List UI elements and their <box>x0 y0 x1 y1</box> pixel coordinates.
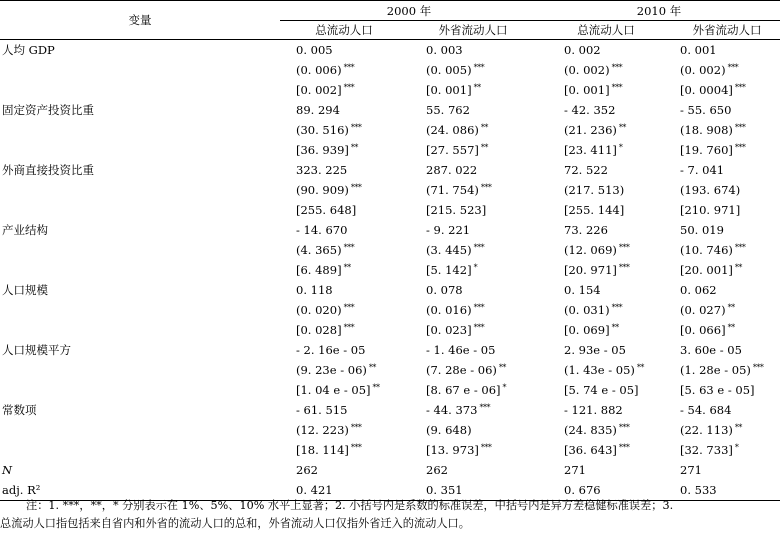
cell-value: 73. 226 <box>564 223 608 237</box>
table-cell <box>538 260 674 280</box>
cell-value: (9. 23e - 06) <box>296 363 367 377</box>
table-cell <box>280 100 408 120</box>
significance-stars: * <box>473 263 478 272</box>
significance-stars: *** <box>350 123 362 132</box>
cell-value: (10. 746) <box>680 243 733 257</box>
significance-stars: *** <box>350 443 362 452</box>
table-row <box>0 240 780 260</box>
table-cell <box>408 220 538 240</box>
table-cell <box>280 140 408 160</box>
cell-value: (1. 43e - 05) <box>564 363 635 377</box>
cell-value: (217. 513) <box>564 183 625 197</box>
significance-stars: *** <box>479 403 490 412</box>
table-row <box>0 340 780 360</box>
table-header-years <box>0 1 780 21</box>
cell-value: - 9. 221 <box>426 223 471 237</box>
table-cell <box>538 80 674 100</box>
significance-stars: * <box>734 443 739 452</box>
table-cell <box>674 260 780 280</box>
cell-value: (193. 674) <box>680 183 741 197</box>
cell-value: [255. 144] <box>564 203 625 217</box>
table-cell <box>280 440 408 460</box>
cell-value: [0. 001] <box>426 83 472 97</box>
cell-value: 271 <box>564 463 586 477</box>
row-label <box>0 360 280 380</box>
table-cell <box>674 420 780 440</box>
table-cell <box>280 40 408 61</box>
cell-value: [20. 971] <box>564 263 617 277</box>
table-cell <box>408 380 538 400</box>
row-label: 外商直接投资比重 <box>2 163 94 177</box>
table-row <box>0 60 780 80</box>
col-header-2000-outprov: 外省流动人口 <box>408 21 538 40</box>
table-cell <box>280 200 408 220</box>
cell-value: [20. 001] <box>680 263 733 277</box>
table-row <box>0 300 780 320</box>
cell-value: [23. 411] <box>564 143 617 157</box>
cell-value: 271 <box>680 463 702 477</box>
table-row <box>0 140 780 160</box>
significance-stars: *** <box>350 423 362 432</box>
table-cell <box>408 280 538 300</box>
cell-value: (24. 835) <box>564 423 617 437</box>
table-cell <box>280 360 408 380</box>
significance-stars: *** <box>618 443 630 452</box>
table-cell <box>538 360 674 380</box>
table-cell <box>538 420 674 440</box>
table-cell <box>674 100 780 120</box>
table-cell <box>538 100 674 120</box>
cell-value: (0. 031) <box>564 303 610 317</box>
cell-value: 262 <box>296 463 318 477</box>
significance-stars: *** <box>343 83 355 92</box>
cell-value: [210. 971] <box>680 203 741 217</box>
cell-value: 323. 225 <box>296 163 348 177</box>
table-cell <box>408 200 538 220</box>
table-cell <box>408 440 538 460</box>
table-cell <box>408 40 538 61</box>
significance-stars: ** <box>636 363 644 372</box>
row-label <box>0 120 280 140</box>
table-cell <box>408 100 538 120</box>
significance-stars: ** <box>734 423 742 432</box>
row-label <box>0 180 280 200</box>
table-cell <box>280 300 408 320</box>
cell-value: 0. 421 <box>296 483 333 497</box>
table-cell <box>408 400 538 420</box>
cell-value: - 14. 670 <box>296 223 348 237</box>
col-header-2010-total: 总流动人口 <box>538 21 674 40</box>
table-row <box>0 180 780 200</box>
table-cell <box>538 340 674 360</box>
table-cell <box>538 460 674 480</box>
cell-value: [36. 643] <box>564 443 617 457</box>
cell-value: [32. 733] <box>680 443 733 457</box>
table-cell <box>280 180 408 200</box>
significance-stars: *** <box>734 143 746 152</box>
table-cell <box>674 120 780 140</box>
table-row <box>0 280 780 300</box>
table-row <box>0 420 780 440</box>
table-row <box>0 320 780 340</box>
table-cell <box>280 460 408 480</box>
cell-value: (12. 223) <box>296 423 349 437</box>
table-cell <box>674 360 780 380</box>
significance-stars: ** <box>473 83 481 92</box>
row-label: 产业结构 <box>2 223 48 237</box>
row-label <box>0 140 280 160</box>
cell-value: [1. 04 e - 05] <box>296 383 371 397</box>
table-cell <box>674 440 780 460</box>
table-cell <box>408 260 538 280</box>
cell-value: - 2. 16e - 05 <box>296 343 366 357</box>
table-cell <box>280 240 408 260</box>
table-cell <box>674 160 780 180</box>
table-cell <box>280 60 408 80</box>
table-cell <box>674 220 780 240</box>
variable-header: 变量 <box>0 1 280 40</box>
table-cell <box>538 320 674 340</box>
row-label <box>0 380 280 400</box>
row-label <box>0 200 280 220</box>
table-cell <box>538 280 674 300</box>
significance-stars: *** <box>473 323 485 332</box>
row-label <box>0 260 280 280</box>
table-cell <box>408 60 538 80</box>
significance-stars: ** <box>480 123 488 132</box>
table-row <box>0 80 780 100</box>
table-row <box>0 260 780 280</box>
table-cell <box>674 180 780 200</box>
cell-value: (24. 086) <box>426 123 479 137</box>
table-cell <box>674 240 780 260</box>
row-label <box>0 60 280 80</box>
cell-value: 89. 294 <box>296 103 340 117</box>
cell-value: [215. 523] <box>426 203 487 217</box>
table-cell <box>280 260 408 280</box>
table-cell <box>408 300 538 320</box>
note-line-1: 注：1. ***，**，* 分别表示在 1%、5%、10% 水平上显著；2. 小括号内是系数的标准误差，中括号内是异方差稳健标准误差；3. <box>26 499 674 512</box>
table-cell <box>280 400 408 420</box>
table-row <box>0 200 780 220</box>
significance-stars: *** <box>480 183 492 192</box>
cell-value: (0. 016) <box>426 303 472 317</box>
significance-stars: * <box>618 143 623 152</box>
cell-value: [5. 63 e - 05] <box>680 383 755 397</box>
cell-value: (4. 365) <box>296 243 342 257</box>
table-cell <box>280 80 408 100</box>
significance-stars: ** <box>727 323 735 332</box>
table-row <box>0 440 780 460</box>
table-cell <box>674 140 780 160</box>
cell-value: (18. 908) <box>680 123 733 137</box>
cell-value: [0. 028] <box>296 323 342 337</box>
significance-stars: ** <box>618 123 626 132</box>
row-label: 人均 GDP <box>2 43 55 57</box>
cell-value: - 61. 515 <box>296 403 348 417</box>
table-cell <box>408 180 538 200</box>
col-header-2000-total: 总流动人口 <box>280 21 408 40</box>
cell-value: 0. 005 <box>296 43 333 57</box>
note-line-2: 总流动人口指包括来自省内和外省的流动人口的总和，外省流动人口仅指外省迁入的流动人口。 <box>0 517 470 530</box>
table-cell <box>280 220 408 240</box>
row-label: 常数项 <box>2 403 37 417</box>
cell-value: 55. 762 <box>426 103 470 117</box>
table-cell <box>408 140 538 160</box>
cell-value: [5. 74 e - 05] <box>564 383 639 397</box>
significance-stars: *** <box>734 123 746 132</box>
cell-value: [255. 648] <box>296 203 357 217</box>
table-cell <box>538 200 674 220</box>
row-label <box>0 80 280 100</box>
row-label <box>0 420 280 440</box>
significance-stars: *** <box>618 263 630 272</box>
table-cell <box>408 120 538 140</box>
cell-value: (12. 069) <box>564 243 617 257</box>
cell-value: 0. 003 <box>426 43 463 57</box>
table-cell <box>674 300 780 320</box>
cell-value: 0. 676 <box>564 483 601 497</box>
row-label <box>0 300 280 320</box>
row-label <box>0 440 280 460</box>
cell-value: 0. 533 <box>680 483 717 497</box>
cell-value: [18. 114] <box>296 443 349 457</box>
row-label <box>0 320 280 340</box>
cell-value: 0. 078 <box>426 283 463 297</box>
table-cell <box>408 160 538 180</box>
cell-value: [0. 0004] <box>680 83 733 97</box>
cell-value: [0. 001] <box>564 83 610 97</box>
cell-value: [5. 142] <box>426 263 472 277</box>
table-cell <box>674 460 780 480</box>
significance-stars: ** <box>498 363 506 372</box>
cell-value: [19. 760] <box>680 143 733 157</box>
col-header-2010-outprov: 外省流动人口 <box>674 21 780 40</box>
cell-value: [13. 973] <box>426 443 479 457</box>
cell-value: (71. 754) <box>426 183 479 197</box>
significance-stars: *** <box>611 63 623 72</box>
table-row <box>0 360 780 380</box>
cell-value: (0. 006) <box>296 63 342 77</box>
table-cell <box>280 280 408 300</box>
cell-value: (1. 28e - 05) <box>680 363 751 377</box>
cell-value: (0. 027) <box>680 303 726 317</box>
table-cell <box>538 220 674 240</box>
row-label: 人口规模 <box>2 283 48 297</box>
significance-stars: *** <box>618 243 630 252</box>
cell-value: 262 <box>426 463 448 477</box>
cell-value: (30. 516) <box>296 123 349 137</box>
significance-stars: *** <box>473 303 485 312</box>
cell-value: 72. 522 <box>564 163 608 177</box>
table-cell <box>408 420 538 440</box>
table-row <box>0 160 780 180</box>
significance-stars: ** <box>372 383 380 392</box>
cell-value: - 42. 352 <box>564 103 616 117</box>
table-row <box>0 460 780 480</box>
significance-stars: *** <box>611 303 623 312</box>
significance-stars: ** <box>727 303 735 312</box>
table-cell <box>674 40 780 61</box>
cell-value: 2. 93e - 05 <box>564 343 626 357</box>
cell-value: (3. 445) <box>426 243 472 257</box>
cell-value: 0. 154 <box>564 283 601 297</box>
table-cell <box>538 440 674 460</box>
significance-stars: ** <box>611 323 619 332</box>
cell-value: (21. 236) <box>564 123 617 137</box>
cell-value: - 44. 373 <box>426 403 478 417</box>
table-cell <box>538 40 674 61</box>
cell-value: (7. 28e - 06) <box>426 363 497 377</box>
table-note <box>0 497 780 533</box>
table-cell <box>408 460 538 480</box>
table-cell <box>280 160 408 180</box>
significance-stars: ** <box>343 263 351 272</box>
table-cell <box>538 120 674 140</box>
cell-value: 50. 019 <box>680 223 724 237</box>
cell-value: - 55. 650 <box>680 103 732 117</box>
table-cell <box>538 160 674 180</box>
table-row <box>0 400 780 420</box>
cell-value: (0. 005) <box>426 63 472 77</box>
significance-stars: ** <box>368 363 376 372</box>
table-row <box>0 220 780 240</box>
table-cell <box>280 420 408 440</box>
table-cell <box>674 280 780 300</box>
row-label: N <box>2 463 13 477</box>
cell-value: (0. 002) <box>680 63 726 77</box>
cell-value: - 121. 882 <box>564 403 623 417</box>
significance-stars: *** <box>343 243 355 252</box>
cell-value: [27. 557] <box>426 143 479 157</box>
significance-stars: *** <box>473 63 485 72</box>
significance-stars: ** <box>734 263 742 272</box>
table-cell <box>674 380 780 400</box>
cell-value: (0. 020) <box>296 303 342 317</box>
row-label <box>0 240 280 260</box>
significance-stars: *** <box>611 83 623 92</box>
cell-value: [0. 002] <box>296 83 342 97</box>
table-cell <box>408 80 538 100</box>
table-cell <box>408 340 538 360</box>
cell-value: [0. 066] <box>680 323 726 337</box>
table-cell <box>280 340 408 360</box>
table-cell <box>408 360 538 380</box>
table-cell <box>674 200 780 220</box>
table-cell <box>674 400 780 420</box>
table-cell <box>280 380 408 400</box>
table-row <box>0 100 780 120</box>
row-label: adj. R² <box>0 480 280 501</box>
table-cell <box>538 240 674 260</box>
cell-value: - 7. 041 <box>680 163 725 177</box>
significance-stars: *** <box>343 323 355 332</box>
table-cell <box>674 320 780 340</box>
cell-value: [0. 023] <box>426 323 472 337</box>
cell-value: 0. 001 <box>680 43 717 57</box>
table-row <box>0 40 780 61</box>
row-label: 固定资产投资比重 <box>2 103 94 117</box>
table-cell <box>408 320 538 340</box>
year-2000-header: 2000 年 <box>280 1 538 21</box>
table-cell <box>538 180 674 200</box>
significance-stars: *** <box>734 243 746 252</box>
table-cell <box>408 240 538 260</box>
row-label: 人口规模平方 <box>2 343 71 357</box>
cell-value: (22. 113) <box>680 423 733 437</box>
table-row <box>0 120 780 140</box>
significance-stars: *** <box>473 243 485 252</box>
cell-value: 287. 022 <box>426 163 478 177</box>
cell-value: - 1. 46e - 05 <box>426 343 496 357</box>
cell-value: 3. 60e - 05 <box>680 343 742 357</box>
table-row <box>0 380 780 400</box>
table-cell <box>538 140 674 160</box>
significance-stars: *** <box>350 183 362 192</box>
cell-value: [8. 67 e - 06] <box>426 383 501 397</box>
table-cell <box>538 400 674 420</box>
cell-value: (0. 002) <box>564 63 610 77</box>
cell-value: 0. 118 <box>296 283 333 297</box>
cell-value: 0. 002 <box>564 43 601 57</box>
table-cell <box>674 60 780 80</box>
table-cell <box>538 60 674 80</box>
significance-stars: *** <box>480 443 492 452</box>
significance-stars: *** <box>618 423 630 432</box>
significance-stars: ** <box>350 143 358 152</box>
significance-stars: *** <box>752 363 764 372</box>
significance-stars: *** <box>727 63 739 72</box>
significance-stars: ** <box>480 143 488 152</box>
table-cell <box>674 340 780 360</box>
table-cell <box>538 380 674 400</box>
year-2010-header: 2010 年 <box>538 1 780 21</box>
cell-value: [6. 489] <box>296 263 342 277</box>
table-cell <box>280 320 408 340</box>
cell-value: (90. 909) <box>296 183 349 197</box>
cell-value: (9. 648) <box>426 423 472 437</box>
cell-value: 0. 062 <box>680 283 717 297</box>
table-body <box>0 40 780 501</box>
significance-stars: *** <box>343 63 355 72</box>
table-cell <box>280 120 408 140</box>
cell-value: 0. 351 <box>426 483 463 497</box>
significance-stars: *** <box>734 83 746 92</box>
cell-value: [36. 939] <box>296 143 349 157</box>
significance-stars: *** <box>343 303 355 312</box>
significance-stars: * <box>502 383 507 392</box>
cell-value: - 54. 684 <box>680 403 732 417</box>
table-cell <box>538 300 674 320</box>
cell-value: [0. 069] <box>564 323 610 337</box>
table-cell <box>674 80 780 100</box>
